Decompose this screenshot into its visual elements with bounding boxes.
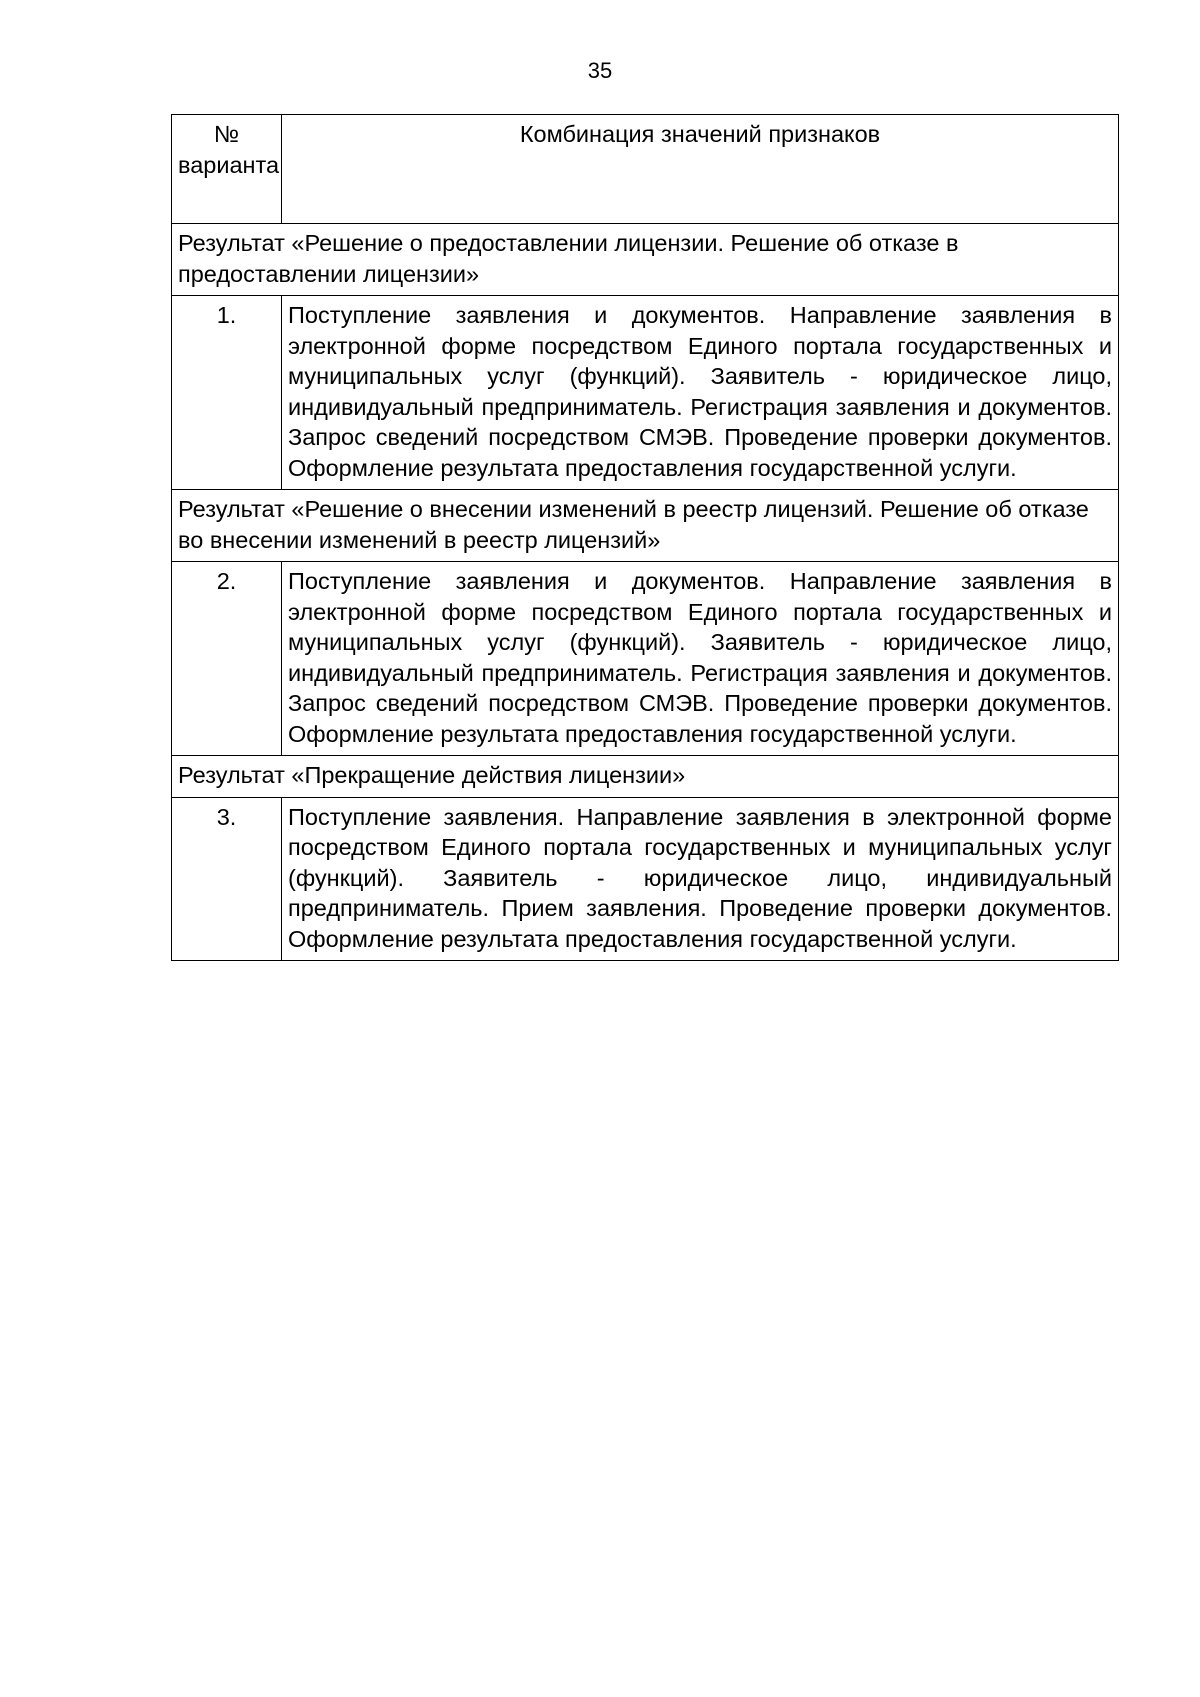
result-row (172, 224, 1119, 296)
result-row (172, 490, 1119, 562)
result-heading: Результат «Прекращение действия лицензии» (172, 756, 1119, 798)
variant-description: Поступление заявления. Направление заявления в электронной форме посредством Единого портала государственных и муниципальных услуг (функций). Заявитель - юридическое лицо, индивидуальный предприниматель. Прием заявления. Проведение проверки документов. Оформление результата предоставления государственной услуги. (282, 797, 1119, 961)
variant-row (172, 562, 1119, 756)
header-number-column: № варианта (172, 115, 282, 224)
result-heading: Результат «Решение о внесении изменений в реестр лицензий. Решение об отказе во внесении изменений в реестр лицензий» (172, 490, 1119, 562)
variant-row (172, 296, 1119, 490)
result-row (172, 756, 1119, 798)
page-number: 35 (587, 58, 613, 83)
variant-number: 3. (172, 797, 282, 961)
result-heading: Результат «Решение о предоставлении лицензии. Решение об отказе в предоставлении лицензии» (172, 224, 1119, 296)
header-combination-column: Комбинация значений признаков (282, 115, 1119, 224)
variants-table (171, 114, 1119, 961)
variant-description: Поступление заявления и документов. Направление заявления в электронной форме посредством Единого портала государственных и муниципальных услуг (функций). Заявитель - юридическое лицо, индивидуальный предприниматель. Регистрация заявления и документов. Запрос сведений посредством СМЭВ. Проведение проверки документов. Оформление результата предоставления государственной услуги. (282, 296, 1119, 490)
variant-row (172, 797, 1119, 961)
variant-description: Поступление заявления и документов. Направление заявления в электронной форме посредством Единого портала государственных и муниципальных услуг (функций). Заявитель - юридическое лицо, индивидуальный предприниматель. Регистрация заявления и документов. Запрос сведений посредством СМЭВ. Проведение проверки документов. Оформление результата предоставления государственной услуги. (282, 562, 1119, 756)
variant-number: 2. (172, 562, 282, 756)
variant-number: 1. (172, 296, 282, 490)
table-header-row (172, 115, 1119, 224)
